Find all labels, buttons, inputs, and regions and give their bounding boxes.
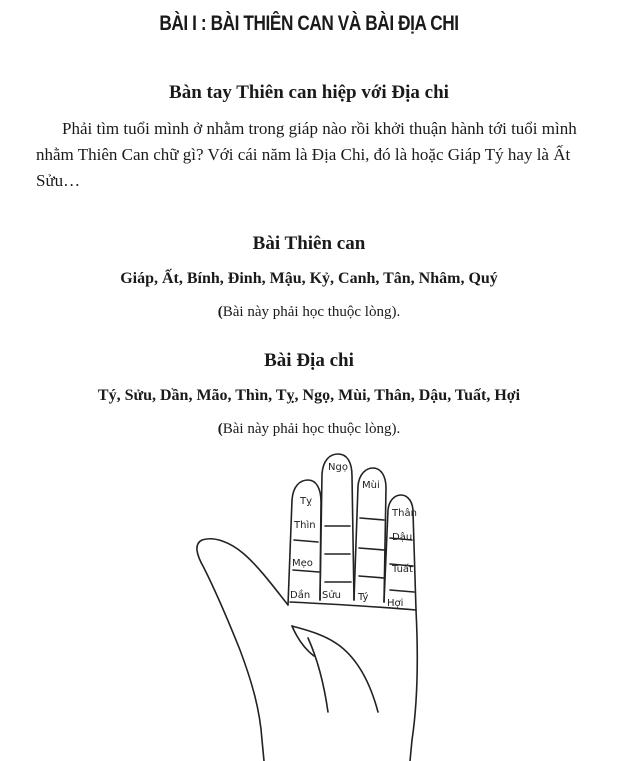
section-heading-dia-chi: Bài Địa chi: [264, 350, 354, 371]
note-paren: (: [217, 421, 223, 437]
hand-label-thin: Thìn: [294, 520, 316, 531]
thien-can-note: [0, 304, 618, 321]
dia-chi-list: Tý, Sửu, Dần, Mão, Thìn, Tỵ, Ngọ, Mùi, Thân, Dậu, Tuất, Hợi: [97, 387, 521, 404]
hand-label-hoi: Hợi: [387, 598, 404, 609]
note-paren: (: [217, 304, 223, 320]
hand-label-meo: Mẹo: [292, 558, 313, 569]
hand-label-mui: Mùi: [362, 480, 380, 491]
hand-label-suu: Sửu: [322, 590, 342, 601]
hand-label-ngo: Ngọ: [328, 462, 348, 473]
intro-paragraph: Phải tìm tuổi mình ở nhằm trong giáp nào rồi khởi thuận hành tới tuổi mình nhằm Thiên Can chữ gì? Với cái năm là Địa Chi, đó là hoặc Giáp Tý hay là Ất Sửu…: [36, 119, 577, 190]
thien-can-list: Giáp, Ất, Bính, Đinh, Mậu, Kỷ, Canh, Tân, Nhâm, Quý: [120, 270, 498, 287]
hand-label-tuat: Tuất: [392, 564, 413, 575]
section-heading-hand: Bàn tay Thiên can hiệp với Địa chi: [169, 82, 449, 103]
hand-diagram: [180, 450, 440, 761]
note-text: Bài này phải học thuộc lòng).: [222, 421, 401, 437]
hand-label-dau: Dậu: [392, 532, 413, 543]
chapter-title: BÀI I : BÀI THIÊN CAN VÀ BÀI ĐỊA CHI: [159, 12, 459, 35]
hand-label-ty-snake: Tỵ: [300, 496, 313, 507]
dia-chi-note: [0, 421, 618, 438]
hand-label-than: Thân: [392, 508, 417, 519]
section-heading-thien-can: Bài Thiên can: [252, 233, 366, 254]
note-text: Bài này phải học thuộc lòng).: [222, 304, 401, 320]
hand-label-dan: Dần: [290, 590, 311, 601]
hand-label-ty-rat: Tý: [358, 592, 369, 603]
